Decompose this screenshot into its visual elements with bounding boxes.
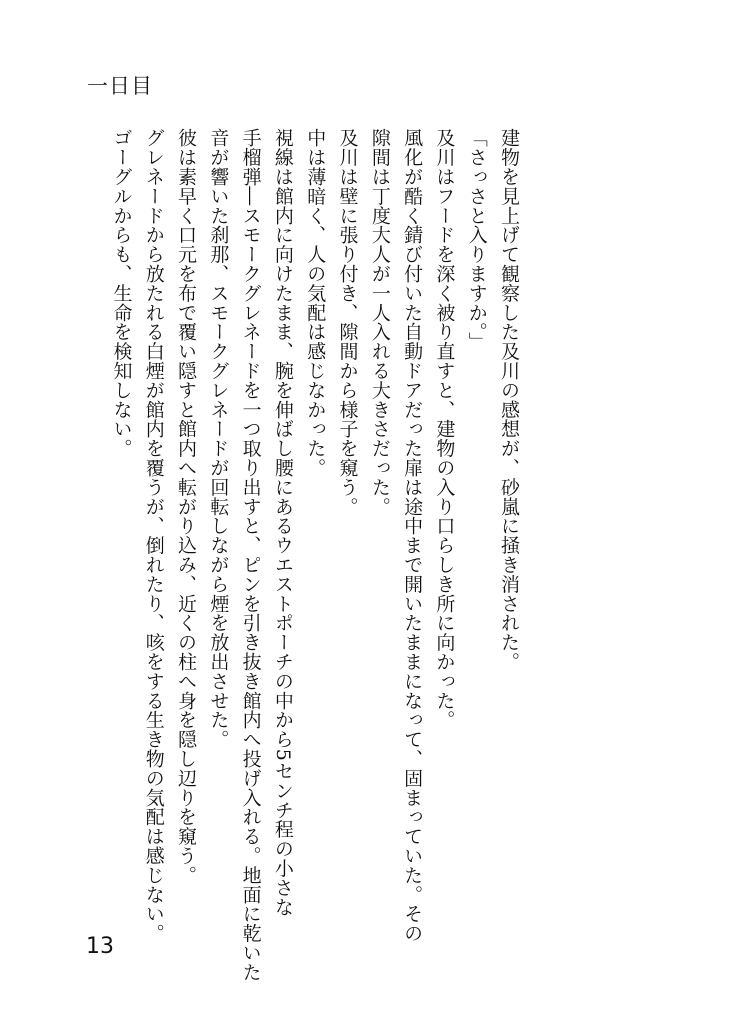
text-line: 及川は壁に張り付き、隙間から様子を窺う。 bbox=[336, 128, 359, 516]
body-text bbox=[105, 128, 525, 982]
text-line: 風化が酷く錆び付いた自動ドアだった扉は途中まで開いたままになって、固まっていた。その bbox=[401, 128, 424, 943]
text-line: 及川はフードを深く被り直すと、建物の入り口らしき所に向かった。 bbox=[433, 128, 456, 730]
text-line: グレネードから放たれる白煙が館内を覆うが、倒れたり、咳をする生き物の気配は感じない。 bbox=[142, 128, 165, 943]
text-line: 建物を見上げて観察した及川の感想が、砂嵐に掻き消された。 bbox=[498, 128, 520, 672]
text-line: 彼は素早く口元を布で覆い隠すと館内へ転がり込み、近くの柱へ身を隠し辺りを窺う。 bbox=[175, 128, 198, 885]
page-number: 13 bbox=[86, 934, 114, 959]
text-line: 中は薄暗く、人の気配は感じなかった。 bbox=[304, 128, 327, 478]
text-line: 手榴弾―スモークグレネードを一つ取り出すと、ピンを引き抜き館内へ投げ入れる。地面に乾いた bbox=[239, 128, 262, 982]
text-line: 音が響いた刹那、スモークグレネードが回転しながら煙を放出させた。 bbox=[207, 128, 230, 749]
text-line: ゴーグルからも、生命を検知しない。 bbox=[110, 128, 133, 458]
chapter-title: 一日目 bbox=[87, 74, 153, 98]
text-line: 視線は館内に向けたまま、腕を伸ばし腰にあるウエストポーチの中から5センチ程の小さな bbox=[271, 128, 294, 917]
text-line: 「さっさと入りますか。」 bbox=[465, 128, 488, 352]
text-line: 隙間は丁度大人が一人入れる大きさだった。 bbox=[368, 128, 391, 516]
